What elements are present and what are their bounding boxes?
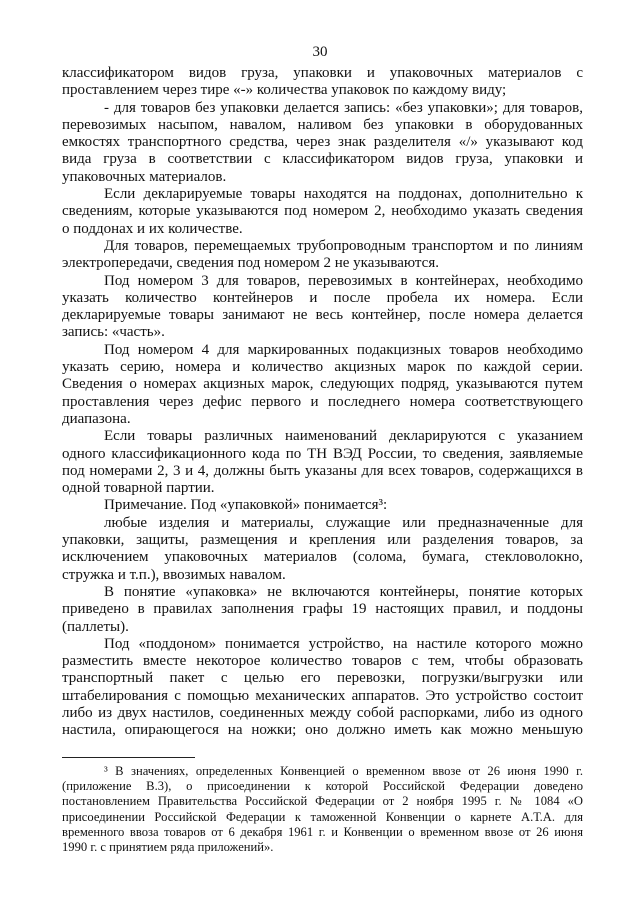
text-line: диапазона.: [62, 410, 131, 427]
footnote-line: ³ В значениях, определенных Конвенцией о временном ввозе от 26 июня 1990 г.: [104, 764, 583, 778]
text-line: Если декларируемые товары находятся на поддонах, дополнительно к: [104, 186, 583, 203]
text-line: Под «поддоном» понимается устройство, на настиле которого можно: [104, 635, 583, 652]
text-line: проставления через дефис первого и последнего номера соответствующего: [62, 393, 583, 410]
paragraph: [62, 428, 583, 497]
text-line: классификатором видов груза, упаковки и упаковочных материалов с: [62, 65, 583, 81]
footnote-line: временного ввоза товаров от 6 декабря 1961 г. и Конвенции о временном ввозе от 26 июня: [62, 824, 583, 839]
text-line: упаковки, защиты, размещения и крепления или разделения товаров, за: [62, 532, 583, 549]
paragraph: [62, 342, 583, 428]
text-line: декларируемые товары занимают не весь контейнер, после номера делается: [62, 307, 583, 324]
text-line: проставлением через тире «-» количества упаковок по каждому виду;: [62, 82, 507, 99]
text-line: Для товаров, перемещаемых трубопроводным транспортом и по линиям: [104, 237, 583, 254]
text-line: стружка и т.п.), ввозимых навалом.: [62, 566, 286, 583]
text-line: о поддонах и их количестве.: [62, 220, 243, 237]
footnote-line: (приложение В.3), о присоединении к которой Российской Федерации доведено: [62, 779, 583, 794]
text-line: исключением упаковочных материалов (солома, бумага, стекловолокно,: [62, 549, 583, 566]
text-line: упаковочных материалов.: [62, 168, 227, 185]
text-line: настила, опирающегося на ножки; оно должно иметь как можно меньшую: [62, 722, 583, 739]
paragraph: [62, 100, 583, 186]
text-line: одной товарной партии.: [62, 480, 215, 497]
text-line: - для товаров без упаковки делается запись: «без упаковки»; для товаров,: [104, 99, 583, 116]
text-line: Примечание. Под «упаковкой» понимается³:: [104, 497, 388, 514]
paragraph: [62, 186, 583, 238]
footnote-line: постановлением Правительства Российской Федерации от 2 ноября 1995 г. № 1084 «О: [62, 794, 583, 809]
paragraph: [62, 515, 583, 584]
text-line: указать серию, номера и количество акцизных марок по каждой серии.: [62, 359, 583, 376]
text-line: Под номером 3 для товаров, перевозимых в контейнерах, необходимо: [104, 272, 583, 289]
text-line: Под номером 4 для маркированных подакцизных товаров необходимо: [104, 341, 583, 358]
paragraph: [62, 497, 583, 514]
text-line: В понятие «упаковка» не включаются контейнеры, понятие которых: [104, 583, 583, 600]
text-line: приведено в правилах заполнения графы 19 настоящих правил, и поддоны: [62, 601, 583, 618]
paragraph: [62, 273, 583, 342]
text-line: штабелирования с помощью механических аппаратов. Это устройство состоит: [62, 687, 583, 704]
text-line: Если товары различных наименований декларируются с указанием: [104, 428, 583, 445]
text-line: запись: «часть».: [62, 324, 165, 341]
text-line: транспортный пакет с целью его перевозки, погрузки/выгрузки или: [62, 670, 583, 687]
text-line: Сведения о номерах акцизных марок, следующих подряд, указываются путем: [62, 376, 583, 393]
text-line: перевозимых насыпом, навалом, наливом без упаковки в оборудованных: [62, 116, 583, 133]
paragraph: [62, 65, 583, 100]
page-number: 30: [312, 44, 328, 60]
text-line: емкостях транспортного средства, через знак разделителя «/» указывают код: [62, 134, 583, 151]
text-line: разместить вместе некоторое количество товаров с тем, чтобы образовать: [62, 653, 583, 670]
footnote-line: присоединении Российской Федерации к таможенной Конвенции о карнете А.Т.А. для: [62, 809, 583, 824]
text-line: (паллеты).: [62, 618, 129, 635]
text-line: под номерами 2, 3 и 4, должны быть указаны для всех товаров, содержащихся в: [62, 462, 583, 479]
footnote-line: 1990 г. с принятием ряда приложений».: [62, 839, 274, 854]
text-line: сведениям, которые указываются под номером 2, необходимо указать сведения: [62, 203, 583, 220]
text-line: либо из двух настилов, соединенных между собой распорками, либо из одного: [62, 704, 583, 721]
paragraph: [62, 238, 583, 273]
text-line: указать количество контейнеров и после пробела их номера. Если: [62, 289, 583, 306]
text-line: любые изделия и материалы, служащие или предназначенные для: [104, 514, 583, 531]
paragraph: [62, 636, 583, 740]
footnote-separator: [62, 757, 195, 758]
document-body: [62, 65, 583, 740]
footnote: [62, 764, 583, 855]
text-line: вида груза в соответствии с классификатором видов груза, упаковки и: [62, 151, 583, 168]
text-line: одного классификационного кода по ТН ВЭД России, то сведения, заявляемые: [62, 445, 583, 462]
paragraph: [62, 584, 583, 636]
text-line: электропередачи, сведения под номером 2 не указываются.: [62, 255, 439, 272]
